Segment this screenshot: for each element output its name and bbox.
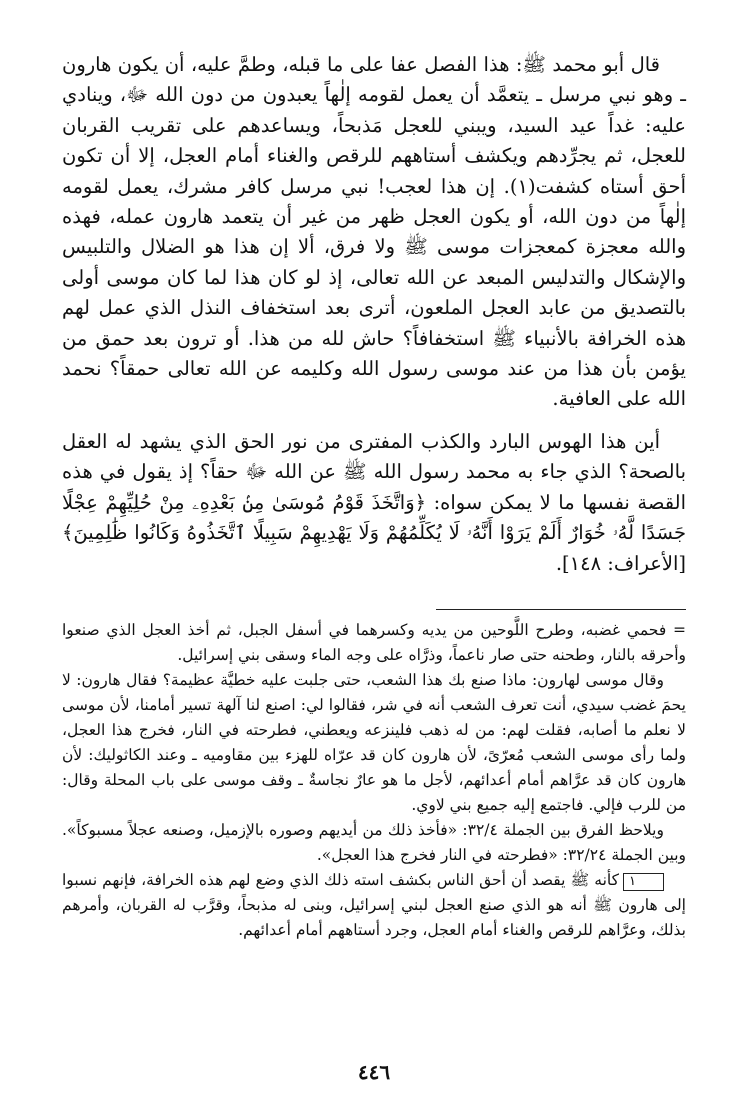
footnote-quote: وقال موسى لهارون: ماذا صنع بك هذا الشعب، حتى جلبت عليه خطيَّة عظيمة؟ فقال هارون: لا يحمَ غضب سيدي، أنت تعرف الشعب أنه في شر، فقالوا لي: اصنع لنا آلهة تسير أمامنا، لأن موسى لا نعلم ما أصابه، فقلت لهم: من له ذهب فلينزعه ويعطني، فطرحته في النار، فخرج هذا العجل، ولما رأى موسى الشعب مُعرّىً، لأن هارون كان قد عرّاه للهزء بين مقاوميه ـ وعند الكاثوليك: لأن هارون كان قد عرَّاهم أمام أعدائهم، لأجل ما هو عارٌ نجاسةٌ ـ وقف موسى على باب المحلة وقال: من للرب فإلي. فاجتمع إليه جميع بني لاوي. (62, 670, 686, 814)
footnote-comparison: ويلاحظ الفرق بين الجملة ٣٢/٤: «فأخذ ذلك من أيديهم وصوره بالإزميل، وصنعه عجلاً مسبوكاً». وبين الجملة ٣٢/٢٤: «فطرحته في النار فخرج هذا العجل». (62, 820, 686, 864)
main-text (62, 50, 686, 579)
page-content (62, 50, 686, 943)
footnote-1-text: كأنه ﷺ يقصد أن أحق الناس بكشف استه ذلك الذي وضع لهم هذه الخرافة، فإنهم نسبوا إلى هارون ﷺ أنه هو الذي صنع العجل لبني إسرائيل، وبنى له مذبحاً، وقرَّب له القربان، وأمرهم بذلك، وعرَّاهم للرقص والغناء أمام العجل، وجرد أستاههم أمام أعدائهم. (62, 870, 686, 939)
footnote-continuation: = فحمي غضبه، وطرح اللَّوحين من يديه وكسرهما في أسفل الجبل، ثم أخذ العجل الذي صنعوا وأحرقه بالنار، وطحنه حتى صار ناعماً، وذرَّاه على وجه الماء وسقى بني إسرائيل. (62, 620, 686, 664)
footnotes (62, 618, 686, 943)
footnote-1 (62, 868, 686, 943)
footnote-number-box: ١ (623, 873, 664, 891)
main-paragraph-2: أين هذا الهوس البارد والكذب المفترى من نور الحق الذي يشهد له العقل بالصحة؟ الذي جاء به محمد رسول الله ﷺ عن الله ﷻ حقاً؟ إذ يقول في هذه القصة نفسها ما لا يمكن سواه: ﴿وَاتَّخَذَ قَوْمُ مُوسَىٰ مِنۢ بَعْدِهِۦ مِنْ حُلِيِّهِمْ عِجْلًا جَسَدًا لَّهُۥ خُوَارٌ أَلَمْ يَرَوْا أَنَّهُۥ لَا يُكَلِّمُهُمْ وَلَا يَهْدِيهِمْ سَبِيلًا ٱتَّخَذُوهُ وَكَانُوا ظَٰلِمِينَ﴾ [الأعراف: ١٤٨]. (62, 429, 686, 575)
main-paragraph-1: قال أبو محمد ﷺ: هذا الفصل عفا على ما قبله، وطمَّ عليه، أن يكون هارون ـ وهو نبي مرسل ـ يتعمَّد أن يعمل لقومه إلٰهاً يعبدون من دون الله ﷻ، وينادي عليه: غداً عيد السيد، ويبني للعجل مَذبحاً، ويساعدهم على تقريب القربان للعجل، ثم يجرِّدهم ويكشف أستاههم للرقص والغناء أمام العجل، إلا أن تكون أحق أستاه كشفت(١). إن هذا لعجب! نبي مرسل كافر مشرك، يعمل لقومه إلٰهاً من دون الله، أو يكون العجل ظهر من غير أن يتعمد هارون عمله، فهذه والله معجزة كمعجزات موسى ﷺ ولا فرق، ألا إن هذا هو الضلال والتلبيس والإشكال والتدليس المبعد عن الله تعالى، إذ لو كان هذا لما كان موسى أولى بالتصديق من عابد العجل الملعون، أترى بعد استخفاف النذل الذي عمل لهم هذه الخرافة بالأنبياء ﷺ استخفافاً؟ حاش لله من هذا. أو ترون بعد حمق من يؤمن بأن هذا من عند موسى رسول الله وكليمه عن الله تعالى حمقاً؟ نحمد الله على العافية. (62, 53, 686, 411)
page-number: ٤٤٦ (357, 1060, 391, 1084)
footnote-separator (436, 609, 686, 610)
